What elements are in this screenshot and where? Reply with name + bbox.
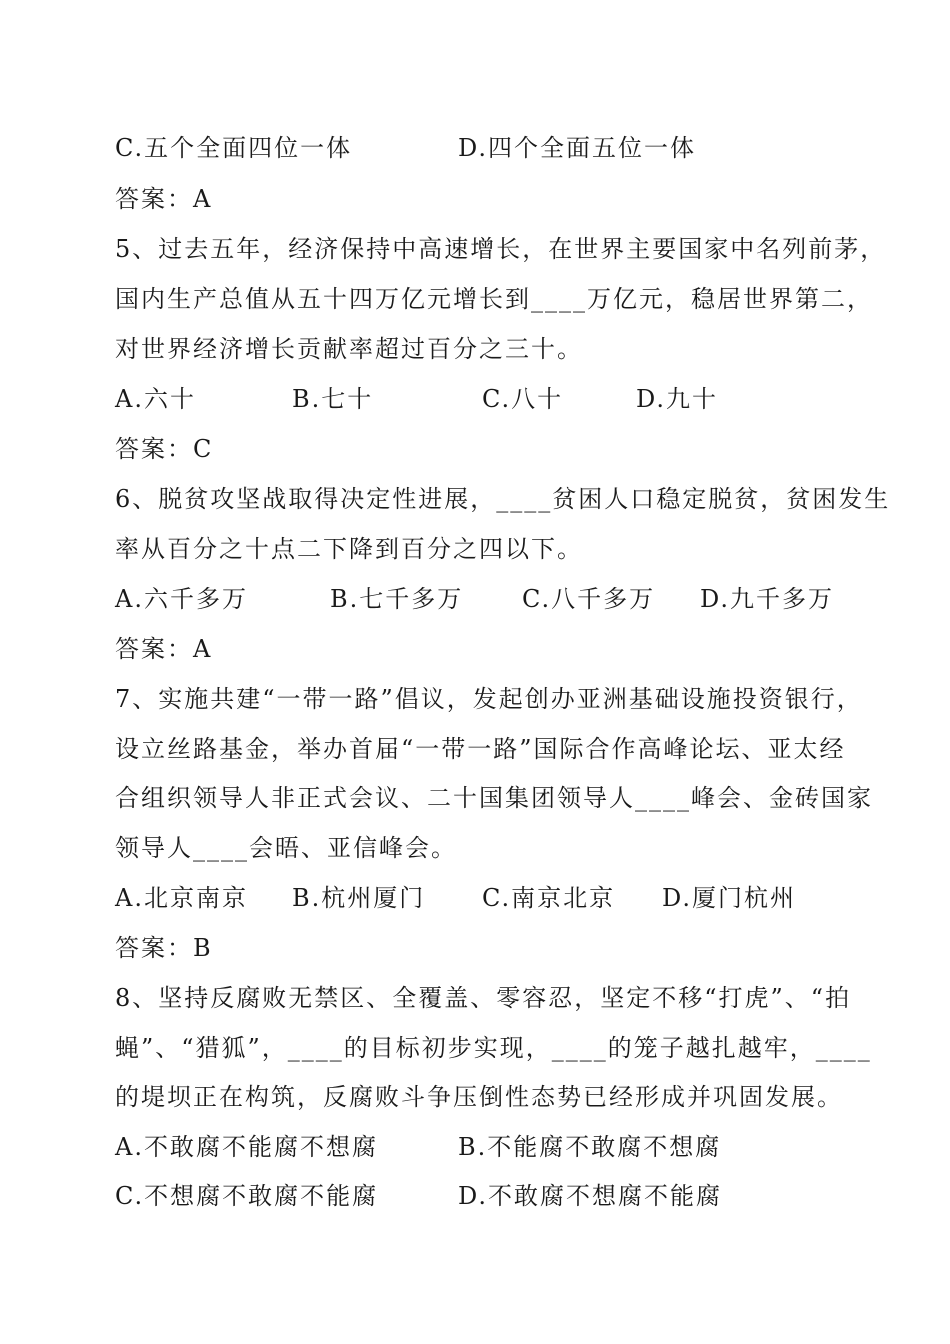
q5-answer: 答案：C (115, 435, 214, 463)
q7-answer: 答案：B (115, 934, 213, 962)
q7-option-c: C.南京北京 (482, 884, 616, 912)
q7-option-a: A.北京南京 (115, 884, 248, 912)
q8-option-d: D.不敢腐不想腐不能腐 (458, 1182, 723, 1210)
q7-line-3: 合组织领导人非正式会议、二十国集团领导人____峰会、金砖国家 (115, 784, 873, 812)
q6-option-d: D.九千多万 (700, 585, 835, 613)
q5-line-2: 国内生产总值从五十四万亿元增长到____万亿元，稳居世界第二， (115, 285, 873, 313)
prev-option-d: D.四个全面五位一体 (458, 134, 697, 162)
q6-line-2: 率从百分之十点二下降到百分之四以下。 (115, 535, 583, 563)
q8-line-1: 8、坚持反腐败无禁区、全覆盖、零容忍，坚定不移“打虎”、“拍 (115, 984, 852, 1012)
q6-option-a: A.六千多万 (115, 585, 248, 613)
q7-line-2: 设立丝路基金，举办首届“一带一路”国际合作高峰论坛、亚太经 (115, 735, 846, 763)
q5-option-c: C.八十 (482, 385, 564, 413)
q8-line-3: 的堤坝正在构筑，反腐败斗争压倒性态势已经形成并巩固发展。 (115, 1083, 843, 1111)
q6-option-b: B.七千多万 (330, 585, 464, 613)
q7-option-b: B.杭州厦门 (292, 884, 426, 912)
prev-answer: 答案：A (115, 185, 213, 213)
q8-option-c: C.不想腐不敢腐不能腐 (115, 1182, 379, 1210)
q6-line-1: 6、脱贫攻坚战取得决定性进展，____贫困人口稳定脱贫，贫困发生 (115, 485, 891, 513)
q6-option-c: C.八千多万 (522, 585, 656, 613)
q5-option-d: D.九十 (636, 385, 719, 413)
q6-answer: 答案：A (115, 635, 213, 663)
q5-line-1: 5、过去五年，经济保持中高速增长，在世界主要国家中名列前茅， (115, 235, 887, 263)
q7-line-1: 7、实施共建“一带一路”倡议，发起创办亚洲基础设施投资银行， (115, 685, 863, 713)
q8-option-a: A.不敢腐不能腐不想腐 (115, 1133, 378, 1161)
q8-option-b: B.不能腐不敢腐不想腐 (458, 1133, 722, 1161)
prev-option-c: C.五个全面四位一体 (115, 134, 353, 162)
q5-option-a: A.六十 (115, 385, 196, 413)
q7-option-d: D.厦门杭州 (662, 884, 797, 912)
q7-line-4: 领导人____会晤、亚信峰会。 (115, 834, 457, 862)
q5-option-b: B.七十 (292, 385, 374, 413)
q5-line-3: 对世界经济增长贡献率超过百分之三十。 (115, 335, 583, 363)
q8-line-2: 蝇”、“猎狐”，____的目标初步实现，____的笼子越扎越牢，____ (115, 1034, 872, 1062)
